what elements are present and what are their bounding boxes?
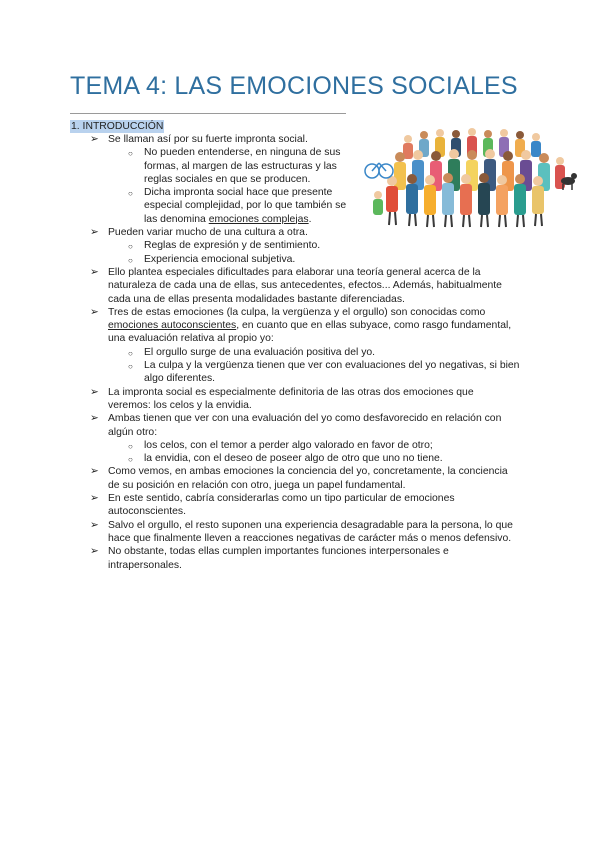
list-item: ➢ Como vemos, en ambas emociones la conciencia del yo, concretamente, la conciencia de su posición en relación con otro, juega un papel fundamental. (90, 466, 508, 491)
arrow-bullet-icon: ➢ (90, 386, 99, 398)
list-item: ➢ En este sentido, cabría considerarlas como un tipo particular de emociones autoconscientes. (90, 493, 455, 518)
arrow-bullet-icon: ➢ (90, 134, 99, 145)
list-item: ➢ Salvo el orgullo, el resto suponen una experiencia desagradable para la persona, lo que hace que finalmente lleven a reacciones negativas de carácter más o menos defensivo. (90, 519, 513, 544)
circle-bullet-icon: ○ (128, 441, 133, 451)
circle-bullet-icon: ○ (128, 242, 133, 252)
list-item: ○ Reglas de expresión y de sentimiento. (0, 239, 600, 252)
list-item: ➢ Ello plantea especiales dificultades para elaborar una teoría general acerca de la naturaleza de cada una de ellas, sus antecedentes, efectos... Además, habitualmente cada una de ellas presenta modalidades bastante diferenciadas. (90, 266, 502, 305)
arrow-bullet-icon: ➢ (90, 306, 99, 318)
list-item: ○ El orgullo surge de una evaluación positiva del yo. (0, 346, 600, 359)
arrow-bullet-icon: ➢ (90, 413, 99, 425)
arrow-bullet-icon: ➢ (90, 227, 99, 239)
section-heading: 1. INTRODUCCIÓN (71, 121, 164, 132)
list-item: ○ Experiencia emocional subjetiva. (0, 253, 600, 266)
list-item: ○ Dicha impronta social hace que presente especial complejidad, por lo que también se las denomina emociones complejas. (128, 187, 347, 225)
circle-bullet-icon: ○ (128, 189, 133, 199)
arrow-bullet-icon: ➢ (90, 493, 99, 505)
list-item: ➢ La impronta social es especialmente definitoria de las otras dos emociones que veremos: los celos y la envidia. (90, 386, 474, 411)
list-item: ○ La culpa y la vergüenza tienen que ver con evaluaciones del yo negativas, si bien algo diferentes. (128, 360, 520, 385)
underlined-term: emociones autoconscientes (108, 320, 237, 332)
list-item: ➢ Pueden variar mucho de una cultura a otra. (90, 227, 308, 239)
title-divider (70, 113, 346, 114)
list-item: ○ la envidia, con el deseo de poseer algo de otro que uno no tiene. (0, 452, 600, 465)
circle-bullet-icon: ○ (128, 362, 133, 372)
list-item: ➢ Tres de estas emociones (la culpa, la vergüenza y el orgullo) son conocidas como emociones autoconscientes, en cuanto que en ellas subyace, como rasgo fundamental, una evaluación relativa al propio yo: (90, 306, 512, 345)
list-item: ○ los celos, con el temor a perder algo valorado en favor de otro; (0, 439, 600, 452)
arrow-bullet-icon: ➢ (90, 466, 99, 478)
list-item: ○ No pueden entenderse, en ninguna de sus formas, al margen de las estructuras y las reglas sociales en que se producen. (128, 147, 341, 185)
list-item: ➢ No obstante, todas ellas cumplen importantes funciones interpersonales e intrapersonales. (90, 546, 449, 571)
circle-bullet-icon: ○ (128, 255, 133, 265)
circle-bullet-icon: ○ (128, 348, 133, 358)
page-title: TEMA 4: LAS EMOCIONES SOCIALES (70, 72, 518, 100)
arrow-bullet-icon: ➢ (90, 266, 99, 278)
circle-bullet-icon: ○ (128, 149, 133, 159)
arrow-bullet-icon: ➢ (90, 546, 99, 558)
circle-bullet-icon: ○ (128, 455, 133, 465)
underlined-term: emociones complejas (208, 213, 309, 225)
list-item: ➢ Ambas tienen que ver con una evaluación del yo como desfavorecido en relación con algún otro: (90, 413, 502, 438)
document-body (0, 133, 600, 572)
list-item: ➢ Se llaman así por su fuerte impronta social. (90, 134, 308, 145)
arrow-bullet-icon: ➢ (90, 519, 99, 531)
